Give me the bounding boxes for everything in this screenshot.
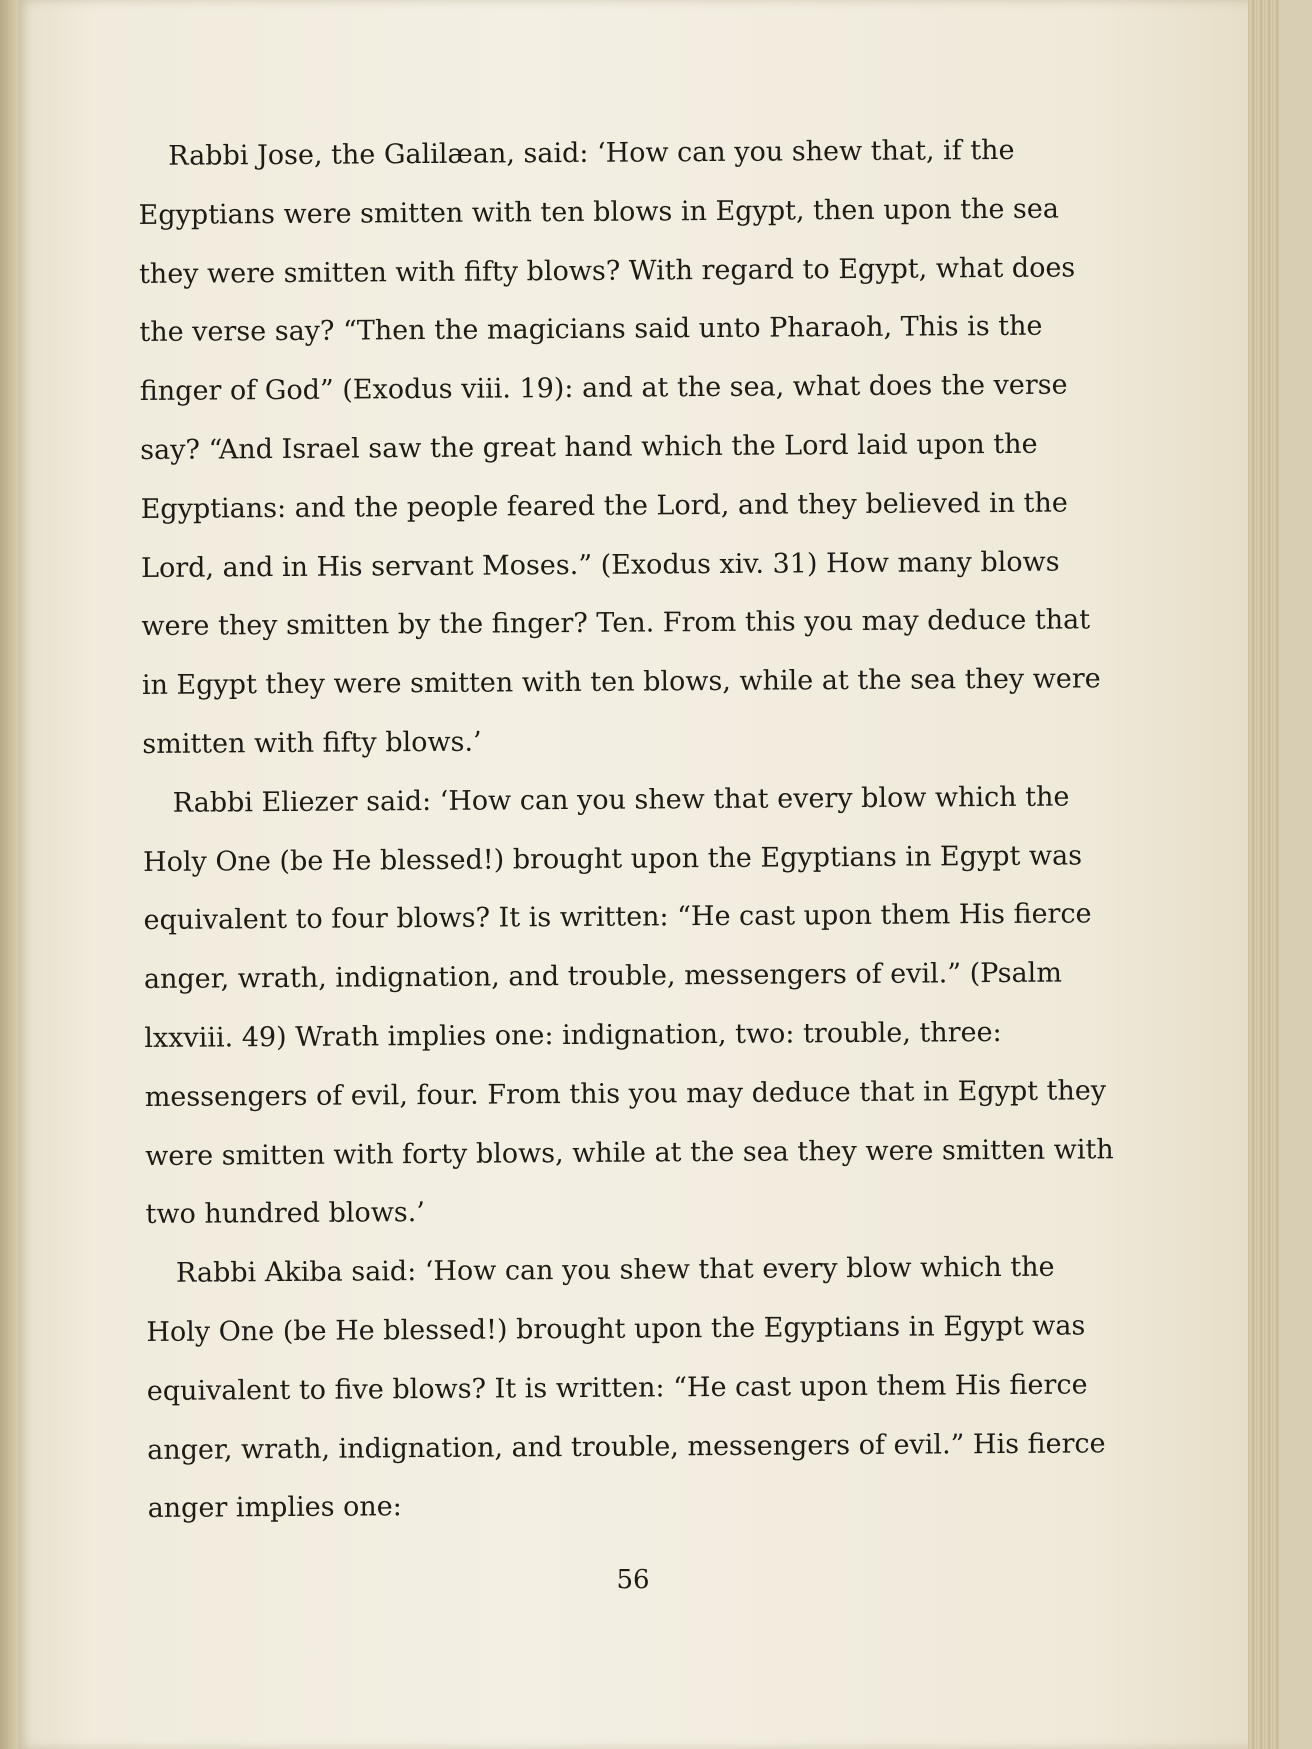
page-number: 56 [616, 1565, 650, 1595]
paragraph-rabbi-jose: Rabbi Jose, the Galilæan, said: ‘How can you shew that, if the Egyptians were smitten with ten blows in Egypt, then upon the sea they were smitten with fifty blows? With regard to Egypt, what does the verse say? “Then the magicians said unto Pharaoh, This is the finger of God” (Exodus viii. 19): and at the sea, what does the verse say? “And Israel saw the great hand which the Lord laid upon the Egyptians: and the people feared the Lord, and they believed in the Lord, and in His servant Moses.” (Exodus xiv. 31) How many blows were they smitten by the finger? Ten. From this you may deduce that in Egypt they were smitten with ten blows, while at the sea they were smitten with fifty blows.’ [138, 134, 1101, 760]
body-text [138, 121, 1128, 1539]
paragraph-rabbi-eliezer: Rabbi Eliezer said: ‘How can you shew that every blow which the Holy One (be He blessed!) brought upon the Egyptians in Egypt was equivalent to four blows? It is written: “He cast upon them His fierce anger, wrath, indignation, and trouble, messengers of evil.” (Psalm lxxviii. 49) Wrath implies one: indignation, two: trouble, three: messengers of evil, four. From this you may deduce that in Egypt they were smitten with forty blows, while at the sea they were smitten with two hundred blows.’ [143, 781, 1114, 1231]
book-page [18, 0, 1280, 1749]
page-edges [1248, 0, 1280, 1749]
paragraph-rabbi-akiba: Rabbi Akiba said: ‘How can you shew that every blow which the Holy One (be He blessed!) brought upon the Egyptians in Egypt was equivalent to five blows? It is written: “He cast upon them His fierce anger, wrath, indignation, and trouble, messengers of evil.” His fierce anger implies one: [146, 1251, 1106, 1525]
